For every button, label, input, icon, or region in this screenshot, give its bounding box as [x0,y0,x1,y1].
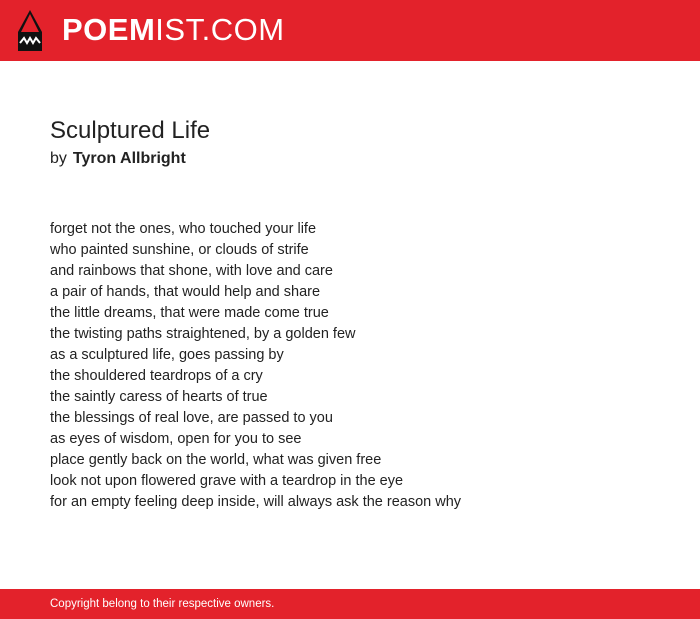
poem-line: the shouldered teardrops of a cry [50,368,263,384]
poem-line: place gently back on the world, what was given free [50,452,382,468]
poem-line: for an empty feeling deep inside, will always ask the reason why [50,494,462,510]
logo-bold-text: POEM [62,12,156,47]
poem-title: Sculptured Life [50,117,211,144]
site-header [0,0,700,61]
byline-prefix: by [50,150,67,167]
byline [50,149,186,169]
poem-line: the saintly caress of hearts of true [50,389,268,405]
site-footer [0,589,700,619]
site-logo[interactable] [62,12,285,48]
pencil-icon[interactable] [18,10,42,51]
poem-body [50,219,461,513]
poem-line: the little dreams, that were made come true [50,305,329,321]
copyright-notice: Copyright belong to their respective owners. [50,598,275,610]
poem-line: forget not the ones, who touched your life [50,221,317,237]
poem-author: Tyron Allbright [72,150,186,167]
poem-line: the twisting paths straightened, by a golden few [50,326,356,342]
poem-line: the blessings of real love, are passed to you [50,410,333,426]
poem-line: as a sculptured life, goes passing by [50,347,284,363]
poem-line: look not upon flowered grave with a teardrop in the eye [50,473,404,489]
poem-line: and rainbows that shone, with love and care [50,263,333,279]
poem-line: who painted sunshine, or clouds of strife [50,242,309,258]
poem-line: a pair of hands, that would help and share [50,284,321,300]
poem-line: as eyes of wisdom, open for you to see [50,431,302,447]
logo-light-text: IST.COM [155,12,285,47]
